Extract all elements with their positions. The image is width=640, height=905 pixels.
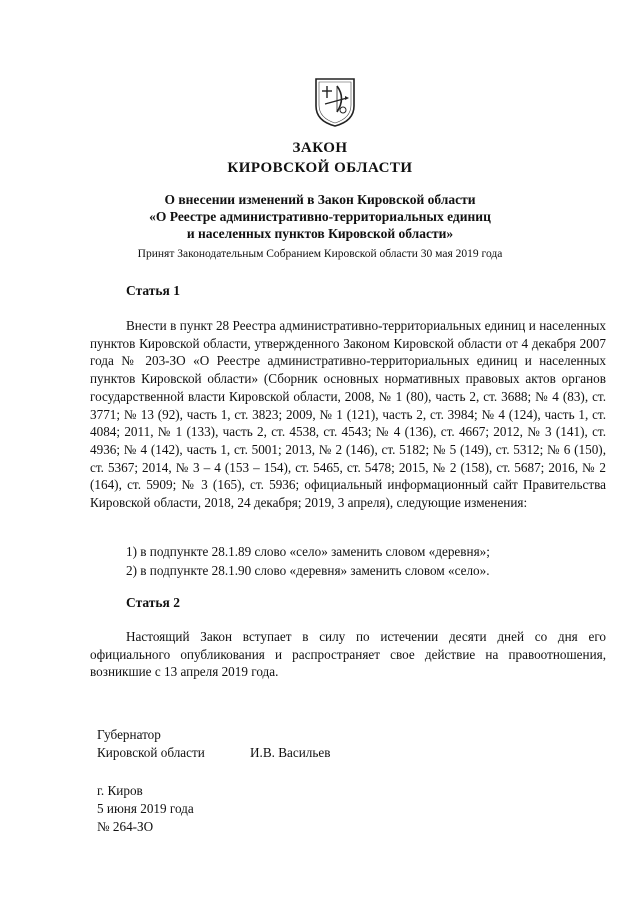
signatory-region: Кировской области (97, 745, 205, 760)
signatory-position: Губернатор (97, 727, 161, 742)
kirov-coat-of-arms-icon (313, 76, 357, 128)
amendment-item-1: 1) в подпункте 28.1.89 слово «село» заменить словом «деревня»; (126, 544, 490, 559)
issue-city: г. Киров (97, 783, 143, 798)
region-title: КИРОВСКОЙ ОБЛАСТИ (227, 160, 413, 176)
signatory-name: И.В. Васильев (250, 745, 331, 760)
accepted-note: Принят Законодательным Собранием Кировской области 30 мая 2019 года (137, 248, 503, 260)
subtitle-line: «О Реестре административно-территориальных единиц (149, 209, 491, 224)
article-2-body: Настоящий Закон вступает в силу по истечении десяти дней со дня его официального опубликования и распространяет свое действие на правоотношения, возникшие с 13 апреля 2019 года. (90, 629, 606, 680)
article-1-body: Внести в пункт 28 Реестра административно-территориальных единиц и населенных пунктов Кировской области, утвержденного Законом Кировской области от 4 декабря 2007 года № 203-ЗО «О Реестре административно-территориальных единиц и населенных пунктов Кировской области» (Сборник основных нормативных правовых актов органов государственной власти Кировской области, 2008, № 1 (80), часть 2, ст. 3688; № 4 (83), ст. 3771; № 13 (92), часть 1, ст. 3823; 2009, № 1 (121), часть 2, ст. 3984; № 4 (124), часть 1, ст. 4084; 2011, № 1 (133), часть 2, ст. 4538, ст. 4543; № 4 (136), ст. 4667; 2012, № 3 (141), ст. 4936; № 4 (142), часть 1, ст. 5001; 2013, № 2 (146), ст. 5182; № 5 (149), ст. 5312; № 6 (150), ст. 5367; 2014, № 3 – 4 (153 – 154), ст. 5465, ст. 5478; 2015, № 2 (158), ст. 5687; 2016, № 2 (164), ст. 5909; № 3 (165), ст. 5936; официальный информационный сайт Правительства Кировской области, 2018, 24 декабря; 2019, 3 апреля), следующие изменения: (90, 318, 606, 511)
subtitle-line: О внесении изменений в Закон Кировской области (164, 192, 476, 207)
issue-date: 5 июня 2019 года (97, 801, 194, 816)
law-label: ЗАКОН (292, 140, 348, 156)
article-2-heading: Статья 2 (126, 595, 180, 610)
amendment-item-2: 2) в подпункте 28.1.90 слово «деревня» заменить словом «село». (126, 563, 490, 578)
law-subtitle (0, 191, 640, 242)
subtitle-line: и населенных пунктов Кировской области» (186, 226, 454, 241)
law-number: № 264-ЗО (97, 819, 154, 834)
article-1-heading: Статья 1 (126, 283, 180, 298)
